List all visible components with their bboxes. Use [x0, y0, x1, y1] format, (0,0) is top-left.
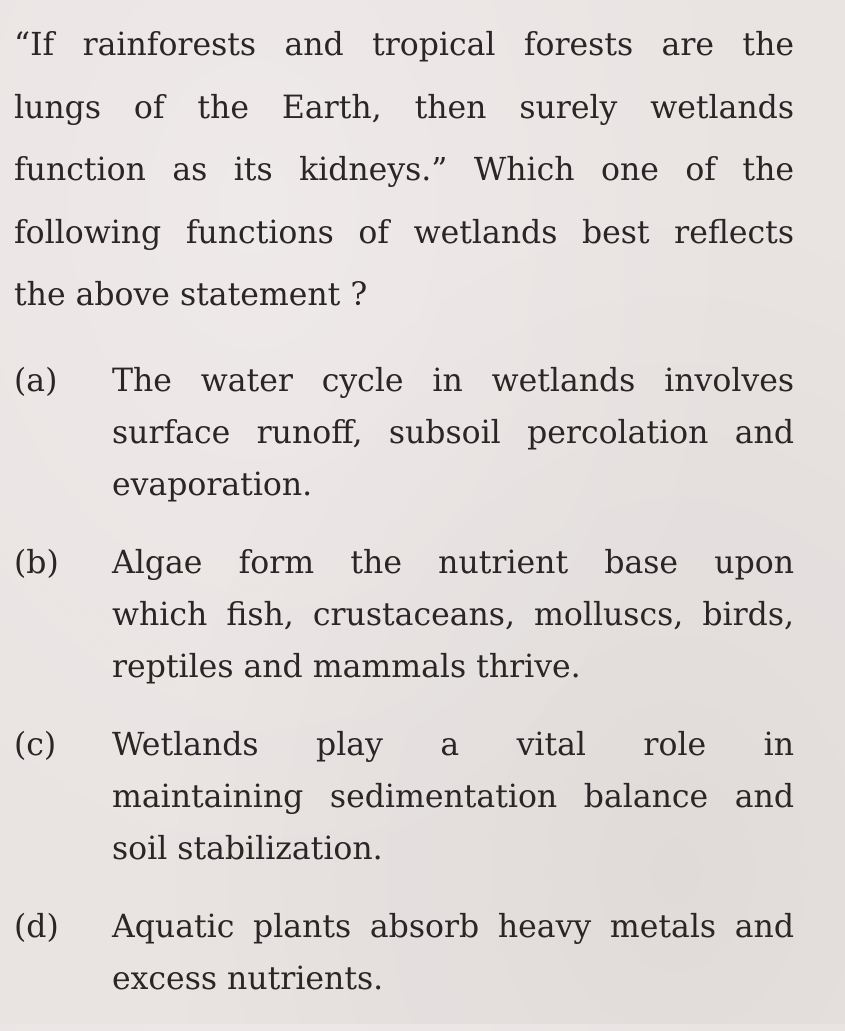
option-line: reptiles and mammals thrive. — [112, 648, 581, 685]
option-line: surface runoff, subsoil percolation and — [112, 414, 794, 451]
option-line: Algae form the nutrient base upon — [112, 544, 794, 581]
option-line: maintaining sedimentation balance and — [112, 778, 794, 815]
question-line: “If rainforests and tropical forests are the — [14, 27, 794, 63]
option-d — [14, 901, 794, 1005]
option-text — [112, 901, 794, 1005]
option-line: which fish, crustaceans, molluscs, birds, — [112, 596, 794, 633]
option-label: (a) — [14, 362, 58, 399]
option-b — [14, 537, 794, 693]
option-line: The water cycle in wetlands involves — [112, 362, 794, 399]
option-line: evaporation. — [112, 466, 313, 503]
option-label: (b) — [14, 544, 59, 581]
option-line: Wetlands play a vital role in — [112, 726, 794, 763]
option-text — [112, 537, 794, 693]
option-label: (d) — [14, 908, 59, 945]
option-line: Aquatic plants absorb heavy metals and — [112, 908, 794, 945]
answer-options — [14, 355, 794, 1005]
option-a — [14, 355, 794, 511]
option-c — [14, 719, 794, 875]
option-line: excess nutrients. — [112, 960, 384, 997]
question-line: the above statement ? — [14, 277, 368, 313]
option-label: (c) — [14, 726, 57, 763]
option-text — [112, 355, 794, 511]
option-line: soil stabilization. — [112, 830, 383, 867]
question-line: following functions of wetlands best reflects — [14, 214, 794, 251]
question-line: lungs of the Earth, then surely wetlands — [14, 89, 794, 126]
question-stem — [14, 14, 794, 327]
question-line: function as its kidneys.” Which one of the — [14, 152, 794, 188]
option-text — [112, 719, 794, 875]
question-page — [14, 14, 794, 1031]
